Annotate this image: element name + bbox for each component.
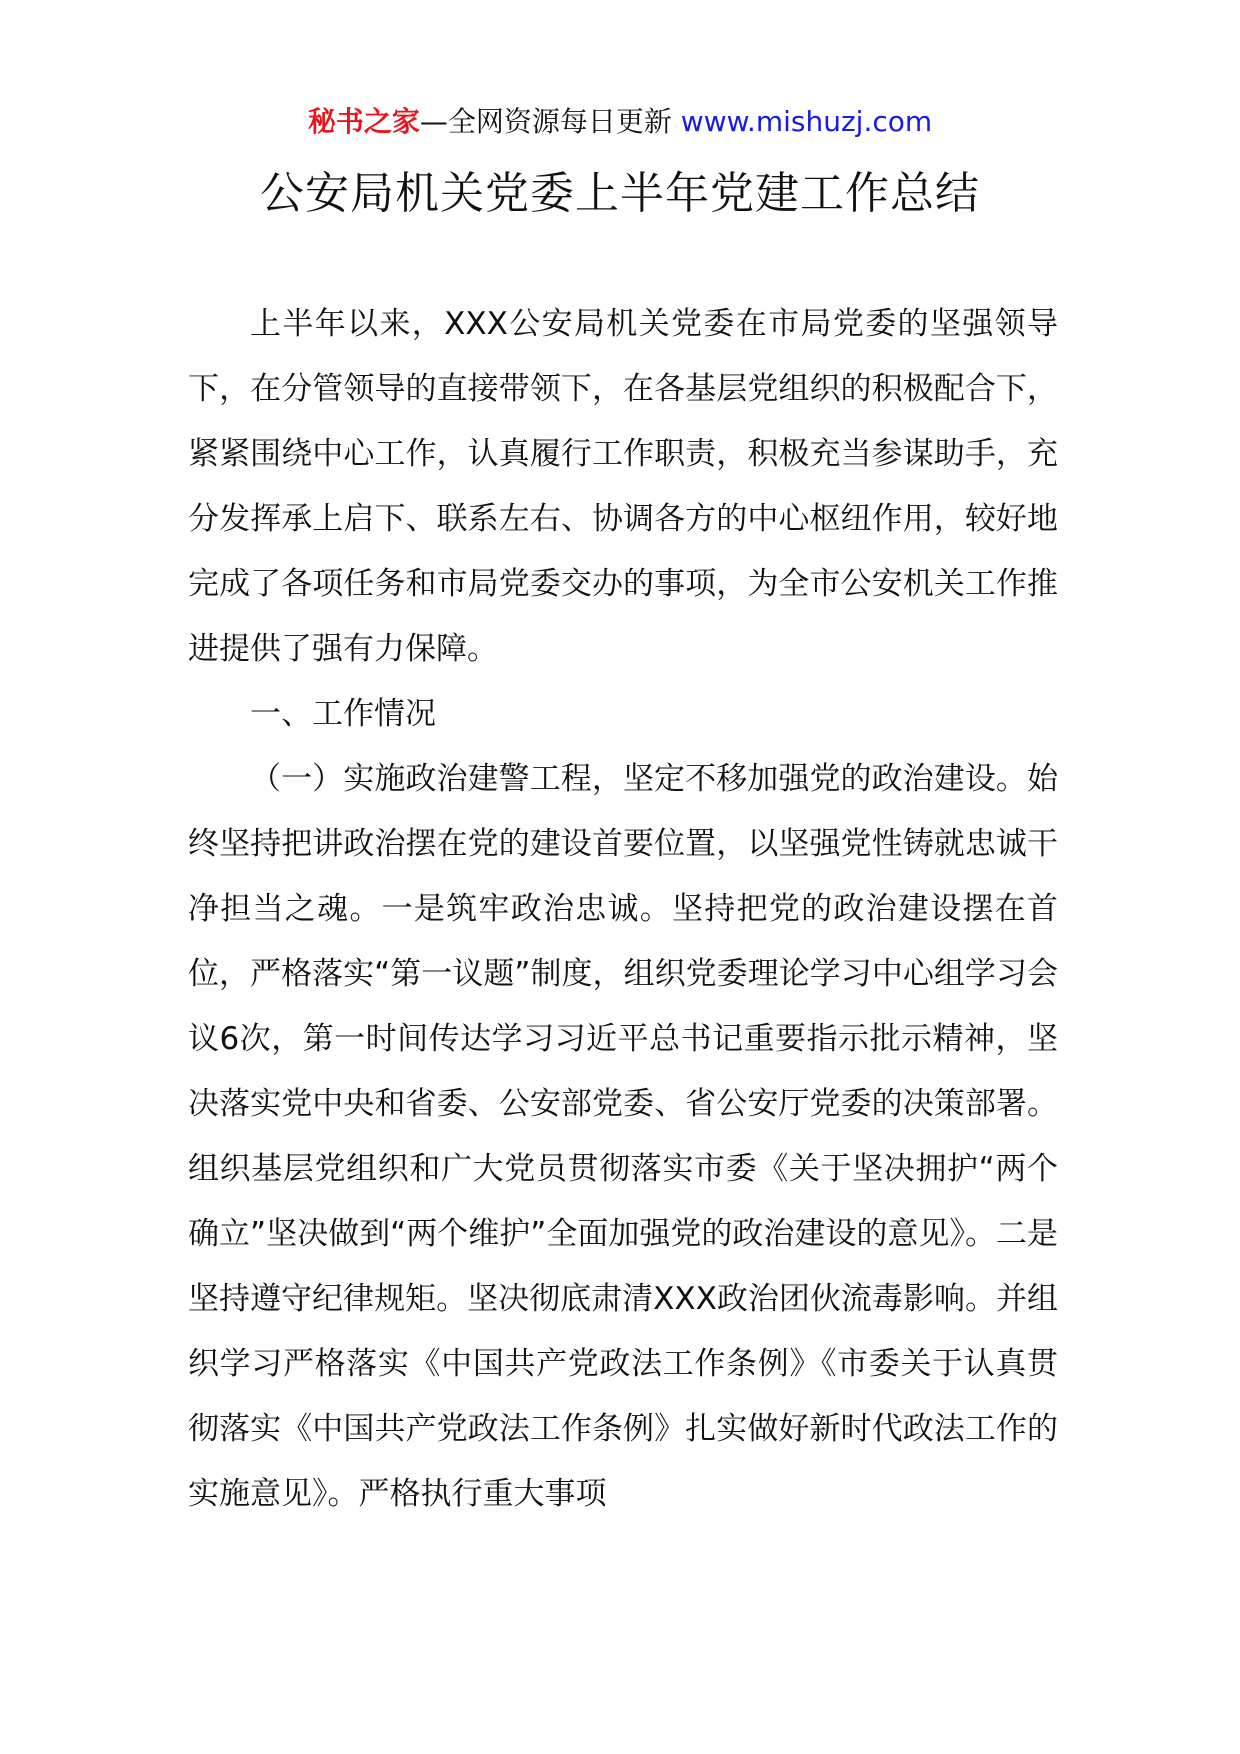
section-heading: 一、工作情况 [250,696,436,732]
header-tagline: —全网资源每日更新 [419,105,672,138]
intro-paragraph: 上半年以来，XXX公安局机关党委在市局党委的坚强领导下，在分管领导的直接带领下，在各基层党组织的积极配合下，紧紧围绕中心工作，认真履行工作职责，积极充当参谋助手，充分发挥承上启下、联系左右、协调各方的中心枢纽作用，较好地完成了各项任务和市局党委交办的事项，为全市公安机关工作推进提供了强有力保障。 [188,306,1058,667]
site-url-link[interactable]: www.mishuzj.com [680,105,933,138]
site-header [0,100,1240,144]
subsection-paragraph: （一）实施政治建警工程，坚定不移加强党的政治建设。始终坚持把讲政治摆在党的建设首要位置，以坚强党性铸就忠诚干净担当之魂。一是筑牢政治忠诚。坚持把党的政治建设摆在首位，严格落实“第一议题”制度，组织党委理论学习中心组学习会议6次，第一时间传达学习习近平总书记重要指示批示精神，坚决落实党中央和省委、公安部党委、省公安厅党委的决策部署。组织基层党组织和广大党员贯彻落实市委《关于坚决拥护“两个确立”坚决做到“两个维护”全面加强党的政治建设的意见》。二是坚持遵守纪律规矩。坚决彻底肃清XXX政治团伙流毒影响。并组织学习严格落实《中国共产党政法工作条例》《市委关于认真贯彻落实《中国共产党政法工作条例》扎实做好新时代政法工作的实施意见》。严格执行重大事项 [188,761,1058,1512]
brand-name: 秘书之家 [307,105,420,138]
document-title: 公安局机关党委上半年党建工作总结 [260,168,980,219]
document-body [188,292,1058,1527]
